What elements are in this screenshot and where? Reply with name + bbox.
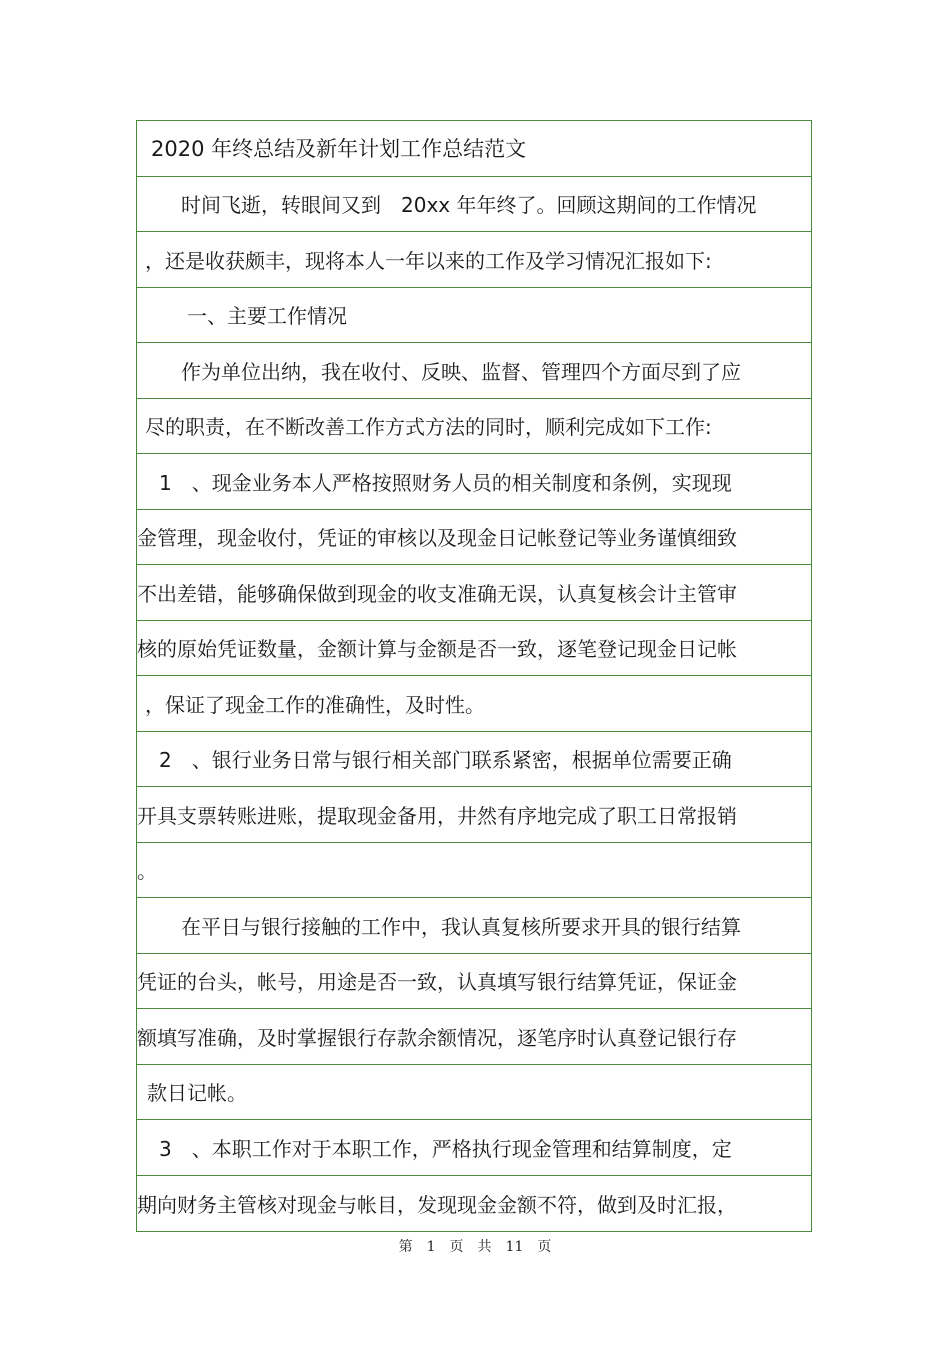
- text-line: 尽的职责，在不断改善工作方式方法的同时，顺利完成如下工作:: [137, 399, 811, 455]
- text-line: 核的原始凭证数量，金额计算与金额是否一致，逐笔登记现金日记帐: [137, 621, 811, 677]
- text-line: 。: [137, 843, 811, 899]
- text-line: 款日记帐。: [137, 1065, 811, 1121]
- text-line: ，保证了现金工作的准确性，及时性。: [137, 676, 811, 732]
- text-line: ，还是收获颇丰，现将本人一年以来的工作及学习情况汇报如下:: [137, 232, 811, 288]
- text-line: 不出差错，能够确保做到现金的收支准确无误，认真复核会计主管审: [137, 565, 811, 621]
- document-body: [136, 120, 812, 1232]
- page-number: 第 1 页 共 11 页: [398, 1239, 552, 1255]
- text-line: 在平日与银行接触的工作中，我认真复核所要求开具的银行结算: [137, 898, 811, 954]
- text-line: 作为单位出纳，我在收付、反映、监督、管理四个方面尽到了应: [137, 343, 811, 399]
- text-line: 额填写准确，及时掌握银行存款余额情况，逐笔序时认真登记银行存: [137, 1009, 811, 1065]
- text-line: 2 、银行业务日常与银行相关部门联系紧密，根据单位需要正确: [137, 732, 811, 788]
- document-title: 2020 年终总结及新年计划工作总结范文: [137, 121, 811, 177]
- section-heading: 一、主要工作情况: [137, 288, 811, 344]
- text-line: 开具支票转账进账，提取现金备用，井然有序地完成了职工日常报销: [137, 787, 811, 843]
- text-line: 金管理，现金收付，凭证的审核以及现金日记帐登记等业务谨慎细致: [137, 510, 811, 566]
- text-line: 1 、现金业务本人严格按照财务人员的相关制度和条例，实现现: [137, 454, 811, 510]
- text-line: 凭证的台头，帐号，用途是否一致，认真填写银行结算凭证，保证金: [137, 954, 811, 1010]
- text-line: 时间飞逝，转眼间又到 20xx 年年终了。回顾这期间的工作情况: [137, 177, 811, 233]
- text-line: 3 、本职工作对于本职工作，严格执行现金管理和结算制度，定: [137, 1120, 811, 1176]
- text-line: 期向财务主管核对现金与帐目，发现现金金额不符，做到及时汇报，: [137, 1192, 737, 1217]
